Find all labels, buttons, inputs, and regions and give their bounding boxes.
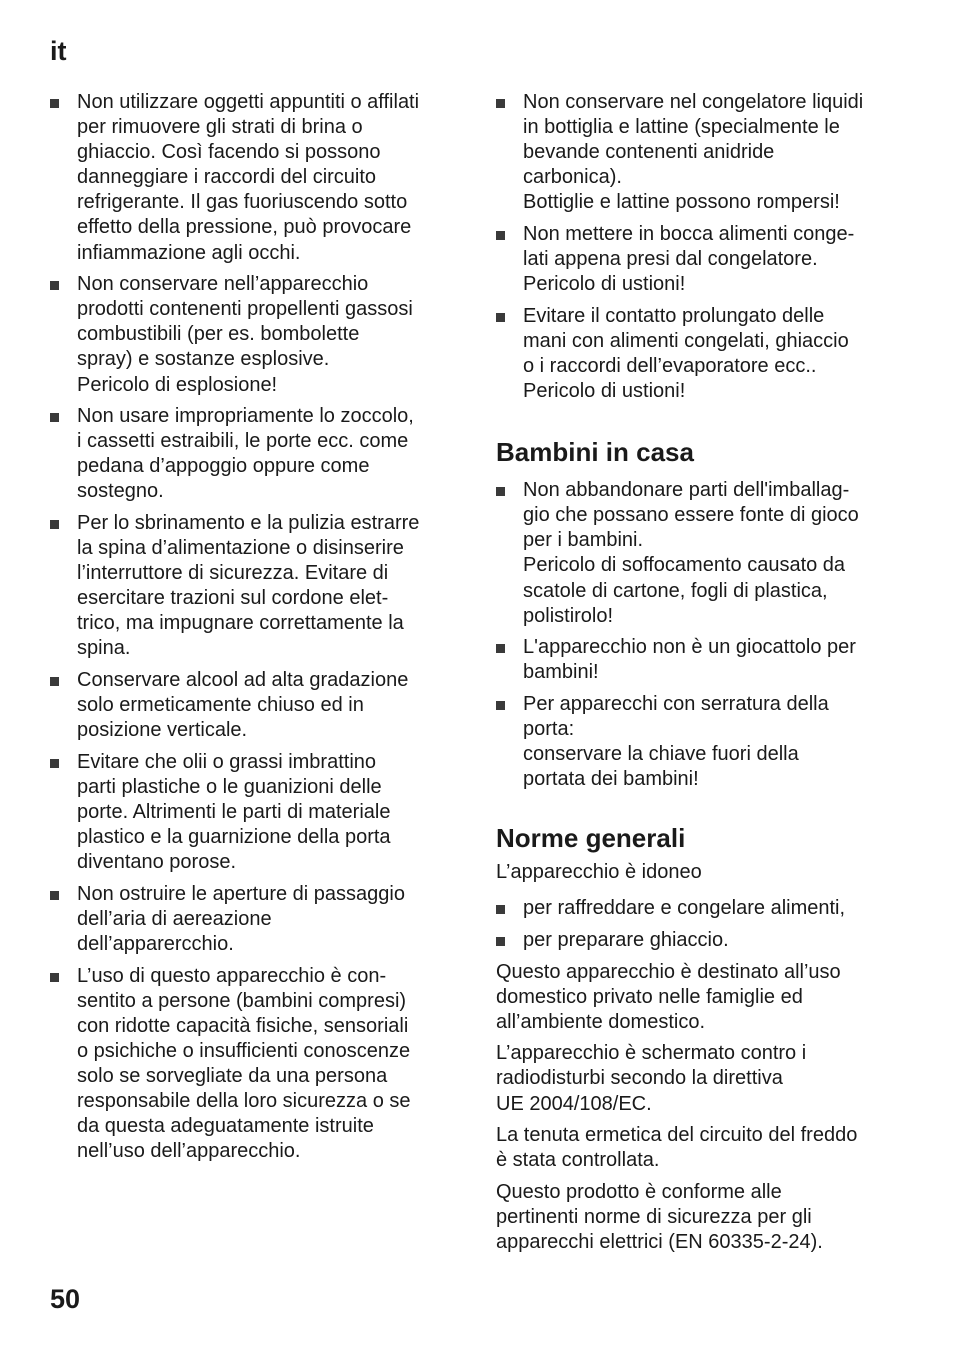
square-bullet-icon <box>50 759 59 768</box>
square-bullet-icon <box>496 644 505 653</box>
text-line: Questo prodotto è conforme alle <box>496 1180 782 1203</box>
general-intro: L’apparecchio è idoneo <box>496 861 702 884</box>
text-line: lati appena presi dal congelatore. <box>523 248 818 271</box>
text-line: bevande contenenti anidride <box>523 141 775 164</box>
text-line: porte. Altrimenti le parti di materiale <box>77 801 391 824</box>
square-bullet-icon <box>496 99 505 108</box>
text-line: Per apparecchi con serratura della <box>523 692 829 715</box>
text-line: Per lo sbrinamento e la pulizia estrarre <box>77 512 420 534</box>
section-heading-general: Norme generali <box>496 823 686 854</box>
list-item <box>50 90 458 266</box>
text-line: spina. <box>77 637 131 660</box>
general-paragraphs <box>496 960 908 1256</box>
language-tag: it <box>50 36 67 66</box>
text-line: è stata controllata. <box>496 1149 660 1172</box>
right-column <box>496 90 908 1262</box>
list-item <box>496 692 908 792</box>
text-line: apparecchi elettrici (EN 60335-2-24). <box>496 1230 823 1253</box>
square-bullet-icon <box>496 937 505 946</box>
square-bullet-icon <box>50 99 59 108</box>
list-item <box>496 222 908 297</box>
text-line: Bottiglie e lattine possono rompersi! <box>523 191 840 214</box>
text-line: Non usare impropriamente lo zoccolo, <box>77 405 414 428</box>
text-line: bambini! <box>523 661 599 684</box>
text-line: con ridotte capacità fisiche, sensoriali <box>77 1014 409 1037</box>
text-line: prodotti contenenti propellenti gassosi <box>77 298 413 321</box>
text-line: conservare la chiave fuori della <box>523 743 799 766</box>
text-line: o i raccordi dell’evaporatore ecc.. <box>523 354 817 377</box>
text-line: o psichiche o insufficienti conoscenze <box>77 1039 411 1062</box>
left-column <box>50 90 458 1171</box>
text-line: Non ostruire le aperture di passaggio <box>77 882 405 905</box>
text-line: in bottiglia e lattine (specialmente le <box>523 116 840 139</box>
square-bullet-icon <box>50 973 59 982</box>
body-paragraph <box>496 1180 908 1255</box>
square-bullet-icon <box>50 677 59 686</box>
list-item <box>496 90 908 215</box>
text-line: polistirolo! <box>523 604 614 627</box>
body-paragraph <box>496 960 908 1035</box>
text-line: diventano porose. <box>77 851 237 874</box>
text-line: parti plastiche o le guanizioni delle <box>77 775 382 798</box>
text-line: pedana d’appoggio oppure come <box>77 455 370 478</box>
text-line: pertinenti norme di sicurezza per gli <box>496 1205 812 1228</box>
text-line: per preparare ghiaccio. <box>523 928 729 951</box>
text-line: Questo apparecchio è destinato all’uso <box>496 960 841 983</box>
list-item <box>496 928 908 953</box>
safety-bullet-list <box>50 90 458 1164</box>
text-line: danneggiare i raccordi del circuito <box>77 166 377 189</box>
list-item <box>50 272 458 397</box>
text-line: L'apparecchio non è un giocattolo per <box>523 636 856 659</box>
text-line: spray) e sostanze esplosive. <box>77 348 330 371</box>
text-line: Pericolo di esplosione! <box>77 373 278 396</box>
list-item <box>496 478 908 629</box>
text-line: Pericolo di ustioni! <box>523 380 686 403</box>
text-line: trico, ma impugnare correttamente la <box>77 612 404 635</box>
text-line: combustibili (per es. bombolette <box>77 323 360 346</box>
text-line: gio che possano essere fonte di gioco <box>523 504 859 527</box>
list-item <box>50 668 458 743</box>
list-item <box>50 404 458 504</box>
list-item <box>50 964 458 1165</box>
square-bullet-icon <box>50 281 59 290</box>
text-line: i cassetti estraibili, le porte ecc. come <box>77 430 409 453</box>
text-line: sostegno. <box>77 480 164 503</box>
text-line: sentito a persone (bambini compresi) <box>77 989 407 1012</box>
text-line: esercitare trazioni sul cordone elet- <box>77 587 389 610</box>
text-line: Non conservare nel congelatore liquidi <box>523 91 864 113</box>
children-bullet-list <box>496 478 908 792</box>
text-line: dell’aria di aereazione <box>77 907 272 930</box>
text-line: per rimuovere gli strati di brina o <box>77 116 363 139</box>
text-line: posizione verticale. <box>77 719 248 742</box>
text-line: L’apparecchio è schermato contro i <box>496 1042 807 1065</box>
text-line: all’ambiente domestico. <box>496 1010 705 1033</box>
body-paragraph <box>496 1123 908 1173</box>
text-line: solo ermeticamente chiuso ed in <box>77 694 364 717</box>
square-bullet-icon <box>496 231 505 240</box>
text-line: carbonica). <box>523 166 622 189</box>
text-line: Non mettere in bocca alimenti conge- <box>523 222 855 245</box>
text-line: refrigerante. Il gas fuoriuscendo sotto <box>77 191 408 214</box>
text-line: portata dei bambini! <box>523 768 699 791</box>
square-bullet-icon <box>50 891 59 900</box>
freezer-bullet-list <box>496 90 908 404</box>
text-line: infiammazione agli occhi. <box>77 241 301 264</box>
list-item <box>496 896 908 921</box>
text-line: porta: <box>523 717 575 740</box>
text-line: Evitare che olii o grassi imbrattino <box>77 750 377 773</box>
text-line: per i bambini. <box>523 529 644 552</box>
text-line: Non abbandonare parti dell'imballag- <box>523 479 850 502</box>
list-item <box>50 750 458 875</box>
text-line: solo se sorvegliate da una persona <box>77 1064 388 1087</box>
list-item <box>496 635 908 685</box>
text-line: la spina d’alimentazione o disinserire <box>77 537 404 560</box>
square-bullet-icon <box>496 905 505 914</box>
text-line: responsabile della loro sicurezza o se <box>77 1090 411 1113</box>
square-bullet-icon <box>50 520 59 529</box>
body-paragraph <box>496 1041 908 1116</box>
text-line: Pericolo di ustioni! <box>523 273 686 296</box>
text-line: per raffreddare e congelare alimenti, <box>523 897 846 920</box>
square-bullet-icon <box>496 701 505 710</box>
text-line: nell’uso dell’apparecchio. <box>77 1140 301 1163</box>
text-line: L’uso di questo apparecchio è con- <box>77 964 387 987</box>
square-bullet-icon <box>496 313 505 322</box>
section-heading-children: Bambini in casa <box>496 437 694 468</box>
text-line: dell’apparercchio. <box>77 933 234 955</box>
text-line: scatole di cartone, fogli di plastica, <box>523 579 828 602</box>
page-number: 50 <box>50 1284 81 1314</box>
text-line: da questa adeguatamente istruite <box>77 1115 374 1138</box>
text-line: l’interruttore di sicurezza. Evitare di <box>77 562 389 585</box>
text-line: radiodisturbi secondo la direttiva <box>496 1067 783 1090</box>
square-bullet-icon <box>50 413 59 422</box>
text-line: effetto della pressione, può provocare <box>77 216 412 239</box>
list-item <box>50 511 458 662</box>
text-line: mani con alimenti congelati, ghiaccio <box>523 329 849 352</box>
text-line: Non conservare nell’apparecchio <box>77 273 369 296</box>
text-line: Evitare il contatto prolungato delle <box>523 304 825 327</box>
text-line: Conservare alcool ad alta gradazione <box>77 669 409 692</box>
text-line: Non utilizzare oggetti appuntiti o affilati <box>77 91 420 113</box>
general-bullet-list <box>496 896 908 953</box>
list-item <box>50 882 458 957</box>
text-line: UE 2004/108/EC. <box>496 1092 652 1115</box>
text-line: Pericolo di soffocamento causato da <box>523 554 846 577</box>
text-line: ghiaccio. Così facendo si possono <box>77 141 381 164</box>
text-line: plastico e la guarnizione della porta <box>77 826 391 849</box>
text-line: La tenuta ermetica del circuito del freddo <box>496 1124 858 1147</box>
list-item <box>496 304 908 404</box>
text-line: domestico privato nelle famiglie ed <box>496 985 803 1008</box>
square-bullet-icon <box>496 487 505 496</box>
